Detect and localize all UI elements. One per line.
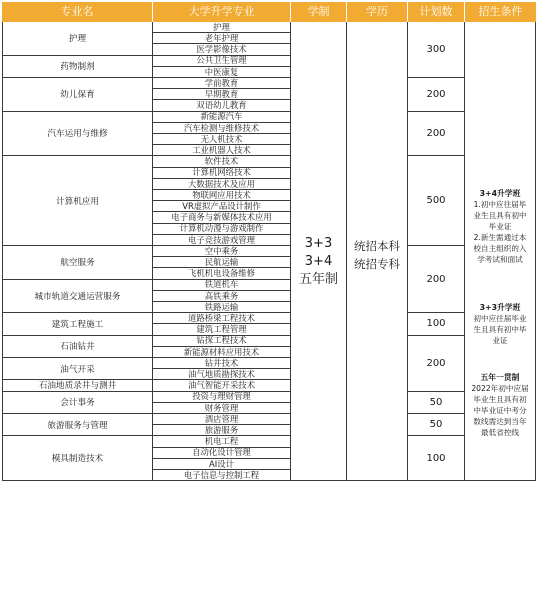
school-system-text: 五年制 (298, 272, 338, 288)
university-major: 工业机器人技术 (153, 145, 291, 156)
university-major: 建筑工程管理 (153, 324, 291, 335)
university-major: 油气智能开采技术 (153, 380, 291, 391)
education-level-cell (347, 22, 408, 481)
condition-block (468, 188, 532, 265)
condition-block (468, 372, 532, 438)
university-major: 计算机动漫与游戏制作 (153, 224, 291, 235)
university-major: 财务管理 (153, 403, 291, 414)
condition-title: 3+3升学班 (479, 303, 521, 312)
university-major: 新能源材料应用技术 (153, 347, 291, 358)
university-major: 钻探工程技术 (153, 336, 291, 347)
condition-line: 2.新生需通过本 (473, 233, 527, 242)
condition-line: 中毕业证中考分 (473, 406, 527, 415)
plan-count: 200 (408, 336, 465, 392)
major-name: 模具制造技术 (2, 436, 153, 481)
university-major: 电子信息与控制工程 (153, 470, 291, 481)
university-major: 空中乘务 (153, 246, 291, 257)
university-major: 新能源汽车 (153, 112, 291, 123)
condition-line: 毕业证 (488, 222, 512, 231)
header-cell: 学历 (347, 2, 408, 22)
plan-count: 100 (408, 313, 465, 335)
school-system-text: 3+3 (304, 236, 333, 252)
condition-line: 最低省控线 (481, 428, 519, 437)
major-name: 汽车运用与维修 (2, 112, 153, 157)
university-major: 自动化设计管理 (153, 448, 291, 459)
admission-conditions (465, 22, 536, 481)
university-major: 双语幼儿教育 (153, 100, 291, 111)
university-major: 钻井技术 (153, 358, 291, 369)
university-major: 投资与理财管理 (153, 392, 291, 403)
university-major: 物联网应用技术 (153, 190, 291, 201)
plan-count: 300 (408, 22, 465, 78)
university-major: 计算机网络技术 (153, 168, 291, 179)
header-cell: 专业名 (2, 2, 153, 22)
condition-line: 数线需达到当年 (473, 417, 527, 426)
university-major: 早期教育 (153, 89, 291, 100)
university-major: 高铁乘务 (153, 291, 291, 302)
condition-line: 业生且具有初中 (473, 211, 527, 220)
university-major: 汽车检测与维修技术 (153, 123, 291, 134)
plan-count: 50 (408, 392, 465, 414)
header-cell: 大学升学专业 (153, 2, 291, 22)
condition-line: 学考试和面试 (477, 255, 523, 264)
plan-count: 500 (408, 156, 465, 246)
condition-line: 生且具有初中毕 (473, 325, 527, 334)
university-major: 油气地质勘探技术 (153, 369, 291, 380)
school-system-text: 3+4 (304, 254, 333, 270)
university-major: 医学影像技术 (153, 44, 291, 55)
plan-count: 200 (408, 112, 465, 157)
major-name: 护理 (2, 22, 153, 56)
major-name: 城市轨道交通运营服务 (2, 280, 153, 314)
header-cell: 计划数 (408, 2, 465, 22)
major-name: 油气开采 (2, 358, 153, 380)
condition-line: 业证 (492, 336, 508, 345)
condition-title: 3+4升学班 (479, 189, 521, 198)
university-major: 大数据技术及应用 (153, 179, 291, 190)
university-major: 电子商务与新媒体技术应用 (153, 212, 291, 223)
university-major: 机电工程 (153, 436, 291, 447)
major-name: 石油地质录井与测井 (2, 380, 153, 391)
major-name: 建筑工程施工 (2, 313, 153, 335)
education-level-text: 统招专科 (354, 257, 400, 272)
condition-title: 五年一贯制 (480, 373, 520, 382)
condition-line: 1.初中应往届毕 (473, 200, 527, 209)
university-major: 老年护理 (153, 33, 291, 44)
plan-count: 200 (408, 78, 465, 112)
university-major: 铁路运输 (153, 302, 291, 313)
major-name: 药物制剂 (2, 56, 153, 78)
header-cell: 学制 (291, 2, 347, 22)
university-major: 飞机机电设备维修 (153, 268, 291, 279)
university-major: 道路桥梁工程技术 (153, 313, 291, 324)
major-name: 航空服务 (2, 246, 153, 280)
major-name: 幼儿保育 (2, 78, 153, 112)
university-major: 中医康复 (153, 67, 291, 78)
header-cell: 招生条件 (465, 2, 536, 22)
condition-block (468, 302, 532, 346)
university-major: 旅游服务 (153, 425, 291, 436)
university-major: 软件技术 (153, 156, 291, 167)
major-name: 石油钻井 (2, 336, 153, 358)
university-major: 民航运输 (153, 257, 291, 268)
school-system-cell (291, 22, 347, 481)
university-major: 护理 (153, 22, 291, 33)
plan-count: 100 (408, 436, 465, 481)
university-major: 电子竞技游戏管理 (153, 235, 291, 246)
condition-line: 初中应往届毕业 (473, 314, 527, 323)
condition-line: 2022年初中应届 (471, 384, 529, 393)
university-major: 学前教育 (153, 78, 291, 89)
university-major: 公共卫生管理 (153, 56, 291, 67)
condition-line: 毕业生且具有初 (473, 395, 527, 404)
major-name: 会计事务 (2, 392, 153, 414)
condition-line: 校自主组织的入 (473, 244, 527, 253)
university-major: 酒店管理 (153, 414, 291, 425)
major-name: 旅游服务与管理 (2, 414, 153, 436)
university-major: VR虚拟产品设计制作 (153, 201, 291, 212)
plan-count: 200 (408, 246, 465, 313)
university-major: 无人机技术 (153, 134, 291, 145)
university-major: AI设计 (153, 459, 291, 470)
major-name: 计算机应用 (2, 156, 153, 246)
education-level-text: 统招本科 (354, 239, 400, 254)
plan-count: 50 (408, 414, 465, 436)
university-major: 铁道机车 (153, 280, 291, 291)
